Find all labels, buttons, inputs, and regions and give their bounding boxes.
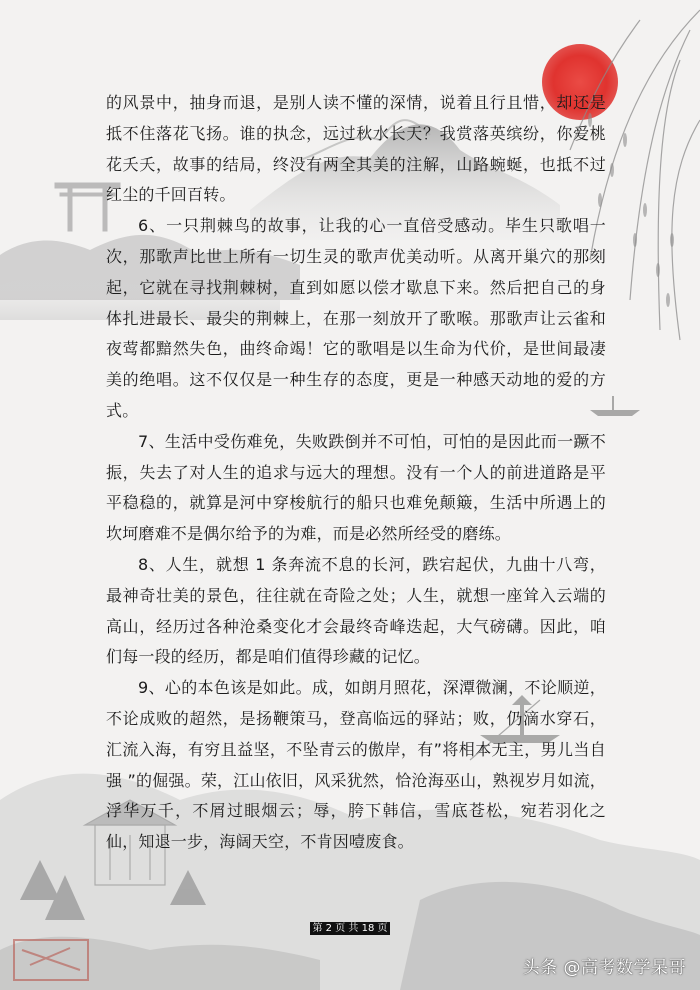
document-body — [106, 88, 606, 858]
watermark: 头条 @高考数学呆哥 — [522, 958, 686, 978]
page-footer — [0, 916, 700, 935]
page-number: 第 2 页 共 18 页 — [310, 922, 391, 935]
paragraph-7: 7、生活中受伤难免，失败跌倒并不可怕，可怕的是因此而一蹶不振，失去了对人生的追求与远大的理想。没有一个人的前进道路是平平稳稳的，就算是河中穿梭航行的船只也难免颠簸，生活中所遇上的坎坷磨难不是偶尔给予的为难，而是必然所经受的磨练。 — [106, 431, 606, 544]
paragraph-continuation: 的风景中，抽身而退，是别人读不懂的深情，说着且行且惜，却还是抵不住落花飞扬。谁的执念，远过秋水长天？我赏落英缤纷，你爱桃花夭夭，故事的结局，终没有两全其美的注解，山路蜿蜒，也抵不过红尘的千回百转。 — [106, 93, 606, 205]
paragraph-9: 9、心的本色该是如此。成，如朗月照花，深潭微澜，不论顺逆，不论成败的超然，是扬鞭策马，登高临远的驿站；败，仍滴水穿石，汇流入海，有穷且益坚，不坠青云的傲岸，有”将相本无主，男儿当自强 ”的倔强。荣，江山依旧，风采犹然，恰沧海巫山，熟视岁月如流，浮华万千，不屑过眼烟云；辱，胯下韩信，雪底苍松，宛若羽化之仙，知退一步，海阔天空，不肯因噎废食。 — [106, 678, 606, 852]
paragraph-6: 6、一只荆棘鸟的故事，让我的心一直倍受感动。毕生只歌唱一次，那歌声比世上所有一切生灵的歌声优美动听。从离开巢穴的那刻起，它就在寻找荆棘树，直到如愿以偿才歇息下来。然后把自己的身体扎进最长、最尖的荆棘上，在那一刻放开了歌喉。那歌声让云雀和夜莺都黯然失色，曲终命竭！它的歌唱是以生命为代价，是世间最凄美的绝唱。这不仅仅是一种生存的态度，更是一种感天动地的爱的方式。 — [106, 216, 606, 420]
paragraph-8: 8、人生，就想 1 条奔流不息的长河，跌宕起伏，九曲十八弯，最神奇壮美的景色，往往就在奇险之处；人生，就想一座耸入云端的高山，经历过各种沧桑变化才会最终奇峰迭起，大气磅礴。因此，咱们每一段的经历，都是咱们值得珍藏的记忆。 — [106, 554, 606, 667]
